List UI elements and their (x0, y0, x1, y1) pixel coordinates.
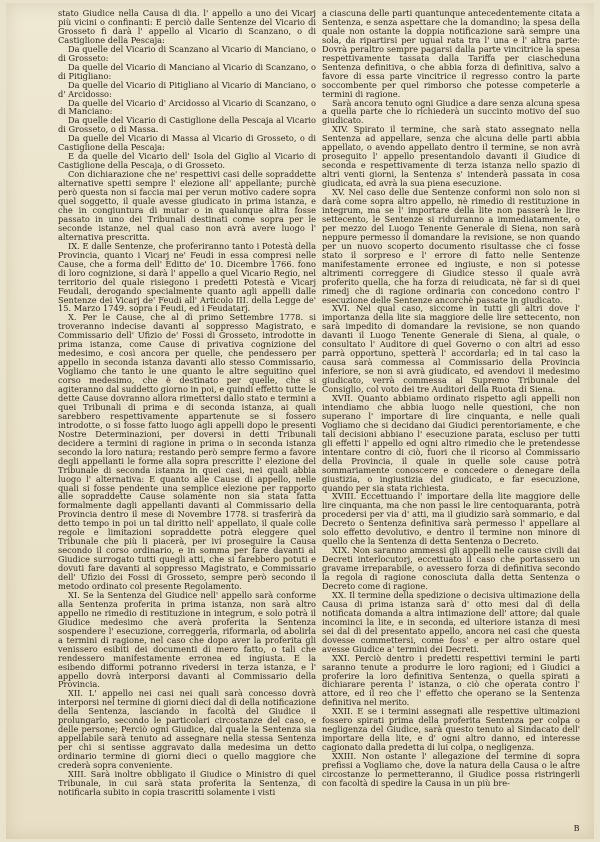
paragraph: XIII. Sarà inoltre obbligato il Giudice o Ministro di quel Tribunale, in cui sarà stata proferita la Sentenza, di notificarla subito in copia trascritti solamente i visti (58, 769, 316, 797)
paragraph: XXII. E se i termini assegnati alle respettive ultimazioni fossero spirati prima della proferita Sentenza per colpa o negligenza del Giudice, sarà questo tenuto al Sindacato dell' importare della lite, e d' ogni altro danno, ed interesse cagionato dalla predetta di lui colpa, o negligenza. (322, 706, 580, 753)
left-text-column (58, 9, 316, 797)
paragraph: a ciascuna delle parti quantunque antecedentemente citata a Sentenza, e senza aspettare che la domandino; la spesa della quale non ostante la doppia notificazione sarà sempre una sola, da ripartirsi per ugual rata tra l' una e l' altra parte: Dovrà peraltro sempre pagarsi dalla parte vincitrice la spesa respettivamente tassata dalla Tariffa per ciascheduna Sentenza definitiva, o che abbia forza di definitiva, salvo a favore di essa parte vincitrice il regresso contro la parte soccombente per quel rimborso che potesse competerle a termini di ragione. (322, 8, 580, 99)
paragraph: XIV. Spirato il termine, che sarà stato assegnato nella Sentenza ad appellare, senza che alcuna delle parti abbia appellato, o avendo appellato dentro il termine, se non avrà proseguito l' appello presentandolo davanti il Giudice di seconda e respettivamente di terza istanza nello spazio di altri venti giorni, la Sentenza s' intenderà passata in cosa giudicata, ed avrà la sua piena esecuzione. (322, 124, 580, 189)
paragraph: Con dichiarazione che ne' respettivi casi delle sopraddette alternative spetti sempre l' elezione all' appellante; purchè però questa non si faccia mai per verun motivo cadere sopra quel soggetto, il quale avesse giudicato in prima istanza, e che in congiuntura di mutar o in qualunque altra fosse passato in uno dei Tribunali destinati come sopra per le seconde istanze, nel qual caso non avrà avere luogo l' alternativa prescritta. (58, 169, 316, 242)
paragraph: XXIII. Non ostante l' allegazione del termine di sopra prefissi a Vogliamo che, dove la natura della Causa o le altre circostanze lo permetteranno, il Giudice possa ristringerli con facoltà di spedire la Causa in un più bre- (322, 751, 580, 788)
paragraph: E da quelle del Vicario dell' Isola del Giglio al Vicario di Castiglione della Pescaja, o di Grosseto. (58, 151, 316, 171)
document-page (6, 3, 594, 839)
paragraph: XII. L' appello nei casi nei quali sarà concesso dovrà interporsi nel termine di giorni dieci dal dì della notificazione della Sentenza, lasciando in facoltà del Giudice il prolungarlo, secondo le particolari circostanze del caso, e delle persone; Perciò ogni Giudice, dal quale la Sentenza sia appellabile sarà tenuto ad assegnare nella stessa Sentenza per chi si sentisse aggravato dalla medesima un detto ordinario termine di giorni dieci o quello maggiore che crederà sopra conveniente. (58, 688, 316, 771)
paragraph: stato Giudice nella Causa di dia. l' appello a uno dei Vicarj più vicini o confinanti: E perciò dalle Sentenze del Vicario di Grosseto fi darà l' appello al Vicario di Scanzano, o di Castiglione della Pescaja: (58, 8, 316, 45)
paragraph: XXI. Perciò dentro i predetti respettivi termini le parti saranno tenute a produrre le loro ragioni; ed i Giudici a proferire la loro definitiva Sentenza, o quella spirati a dichiarare perenta l' istanza, o ciò che operata contro l' attore, ed il reo che l' effetto che operano se la Sentenza definitiva nel merito. (322, 652, 580, 708)
right-text-column (322, 9, 580, 788)
paragraph: XVIII. Eccettuando l' importare della lite maggiore delle lire cinquanta, ma che non passi le lire centoquaranta, potrà procedersi per via d' atti, ma il giudizio sarà sommario, e dal Decreto o Sentenza definitiva sarà permesso l' appellare al solo effetto devolutivo, e dentro il termine non minore di quello che la Sentenza di detta Sentenza o Decreto. (322, 491, 580, 547)
paragraph: Sarà ancora tenuto ogni Giudice a dare senza alcuna spesa a quella parte che lo richiederà un succinto motivo del suo giudicato. (322, 97, 580, 126)
paragraph: XVI. Nel qual caso, siccome in tutti gli altri dove l' importanza della lite sia maggiore delle lire settecento, non sarà impedito di domandare la revisione, se non quando davanti il Luogo Tenente Generale di Siena, al quale, o consultato l' Auditore di quel Governo o con altri ad esso parrà opportuno, spetterà l' accordarla; ed in tal caso la causa sarà commessa al Commissario della Provincia inferiore, se non si avrà giudicato, ed avendovi il medesimo giudicato, verrà commessa al Supremo Tribunale del Consiglio, col voto dei tre Auditori della Ruota di Siena. (322, 303, 580, 395)
paragraph: Da quelle del Vicario di Scanzano al Vicario di Manciano, o di Grosseto: (58, 43, 316, 63)
paragraph: XV. Nel caso delle due Sentenze conformi non solo non si darà come sopra altro appello, nè rimedio di restituzione in integrum, ma se l' importare della lite non passerà le lire settecento, le Sentenze si ridurranno a immediatamente, o per mezzo del Luogo Tenente Generale di Siena, non sarà neppure permesso il domandare la revisione, se non quando per un nuovo scoperto documento risultasse che ci fosse stato il sorpreso e l' errore di fatto nelle Sentenze manifestamente erronee ed ingiuste, e non si potesse altrimenti correggere di Giudice stesso il quale avrà proferito quella, che ha forza di reiudicata, nè far sì di quei rimedj che di ragione ordinaria con concedono contro l' esecuzione delle Sentenze ancorchè passate in giudicato. (322, 187, 580, 305)
paragraph: XVII. Quanto abbiamo ordinato rispetto agli appelli non intendiamo che abbia luogo nelle questioni, che non superano l' importare di lire cinquanta, e nelle quali Vogliamo che si decidano dai Giudici perentoriamente, e che tali decisioni abbiano l' esecuzione parata, escluso per tutti gli effetti l' appello ed ogni altro rimedio che le pretendesse intentare contro di ciò, fuori che il ricorso al Commissario della Provincia, il quale in quelle sole cause potrà sommariamente conoscere e concedere o denegare della giustizia, o ingiustizia del giudicato, e far esecuzione, quando per sia stata richiesta. (322, 392, 580, 493)
paragraph: Da quelle del Vicario di Pitigliano al Vicario di Manciano, o d' Arcidosso: (58, 79, 316, 99)
paragraph: XIX. Non saranno ammessi gli appelli nelle cause civili dai Decreti interlocutorj, eccettuato il caso che portassero un gravame irreparabile, o avessero forza di definitiva secondo la regola di ragione conosciuta dalla detta Sentenza o Decreto come di ragione. (322, 545, 580, 591)
paragraph: Da quelle del Vicario di Manciano al Vicario di Scanzano, o di Pitigliano: (58, 61, 316, 81)
paragraph: X. Per le Cause, che al dì primo Settembre 1778. si troveranno indecise davanti al soppresso Magistrato, e Commissario dell' Ufizio de' Fossi di Grosseto, introdotte in prima istanza, come Cause di privativa cognizione del medesimo, e così ancora per quelle, che pendessero per appello in seconda istanza davanti allo stesso Commissario, Vogliamo che tanto le une quanto le altre seguitino quel corso medesimo, che è destinato per quelle, che si agiteranno dal suddetto giorno in poi, e quindi effetto tutte le dette Cause dovranno allora rimettersi dallo stato e termini a quei Tribunali di prima e di seconda istanza, ai quali sarebbero respettivamente appartenute se si fossero introdotte, o si fosse fatto luogo agli appelli dopo le presenti Nostre Determinazioni, per doversi in detti Tribunali decidere a termini di ragione in prima o in seconda istanza secondo la loro natura; restando però sempre fermo a favore degli appellanti le forme alla sopra prescritte l' elezione del Tribunale di seconda istanza in quei casi, nei quali abbia luogo l' alternativa: E quanto alle Cause di appello, nelle quali si fosse pendente una semplice elezione per rapporto alle sopraddette Cause solamente non sia stata fatta formalmente dagli appellanti davanti al Commissario della Provincia dentro il mese di Novembre 1778. si trasferirà da detto tempo in poi un tal diritto nell' appellato, il quale colle regole e limitazioni sopraddette potrà eleggere quel Tribunale che più li piacerà, per ivi proseguire la Causa secondo il corso ordinario, e in somma per fare davanti al Giudice surrogato tutti quegli atti, che si farebbero potuti e dovuti fare davanti al soppresso Magistrato, e Commissario dell' Ufizio dei Fossi di Grosseto, sempre però secondo il metodo ordinato col presente Regolamento. (58, 312, 316, 591)
paragraph: IX. E dalle Sentenze, che proferiranno tanto i Potestà della Provincia, quanto i Vicarj ne' Feudi in essa compresi nelle Cause, che a forma dell' Editto de' 10. Dicembre 1766. fono di loro cognizione, si darà l' appello a quel Vicario Regio, nel territorio del quale risiegono i predetti Potestà e Vicarj Feudali, derogando specialmente quanto agli appelli dalle Sentenze dei Vicarj de' Feudi all' Articolo III. della Legge de' 15. Marzo 1749. sopra i Feudi, ed i Feudatarj. (58, 240, 316, 314)
paragraph: Da quelle del Vicario di Castiglione della Pescaja al Vicario di Grosseto, o di Massa. (58, 115, 316, 135)
paragraph: XI. Se la Sentenza del Giudice nell' appello sarà conforme alla Sentenza proferita in prima istanza, non sarà altro appello ne rimedio di restituzione in integrum, e solo potrà il Giudice medesimo che averà proferita la Sentenza sospendere l' esecuzione, correggerla, riformarla, od abolirla a termini di ragione, nel caso che dopo aver la proferita gli venissero esibiti dei documenti di mero fatto, o tali che rendessero manifestamente erronea ed ingiusta. E la esibendo difformi potranno rivedersi in terza istanza, e l' appello dovrà interporsi davanti al Commissario della Provincia. (58, 589, 316, 690)
paragraph: XX. Il termine della spedizione o decisiva ultimazione della Causa di prima istanza sarà d' otto mesi dal dì della notificata domanda a altra intimazione dell' attore; dal quale incominci la lite, e in seconda, ed ulteriore istanza di mesi sei dal dì del presentato appello, ancora nei casi che questa dovesse commettersi, come foss' e per altro ostare quel avesse Giudice a' termini dei Decreti. (322, 589, 580, 654)
paragraph: Da quelle del Vicario d' Arcidosso al Vicario di Scanzano, o di Manciano: (58, 97, 316, 117)
page-marker: B (573, 824, 580, 833)
paragraph: Da quelle del Vicario di Massa al Vicario di Grosseto, o di Castiglione della Pescaja: (58, 133, 316, 153)
